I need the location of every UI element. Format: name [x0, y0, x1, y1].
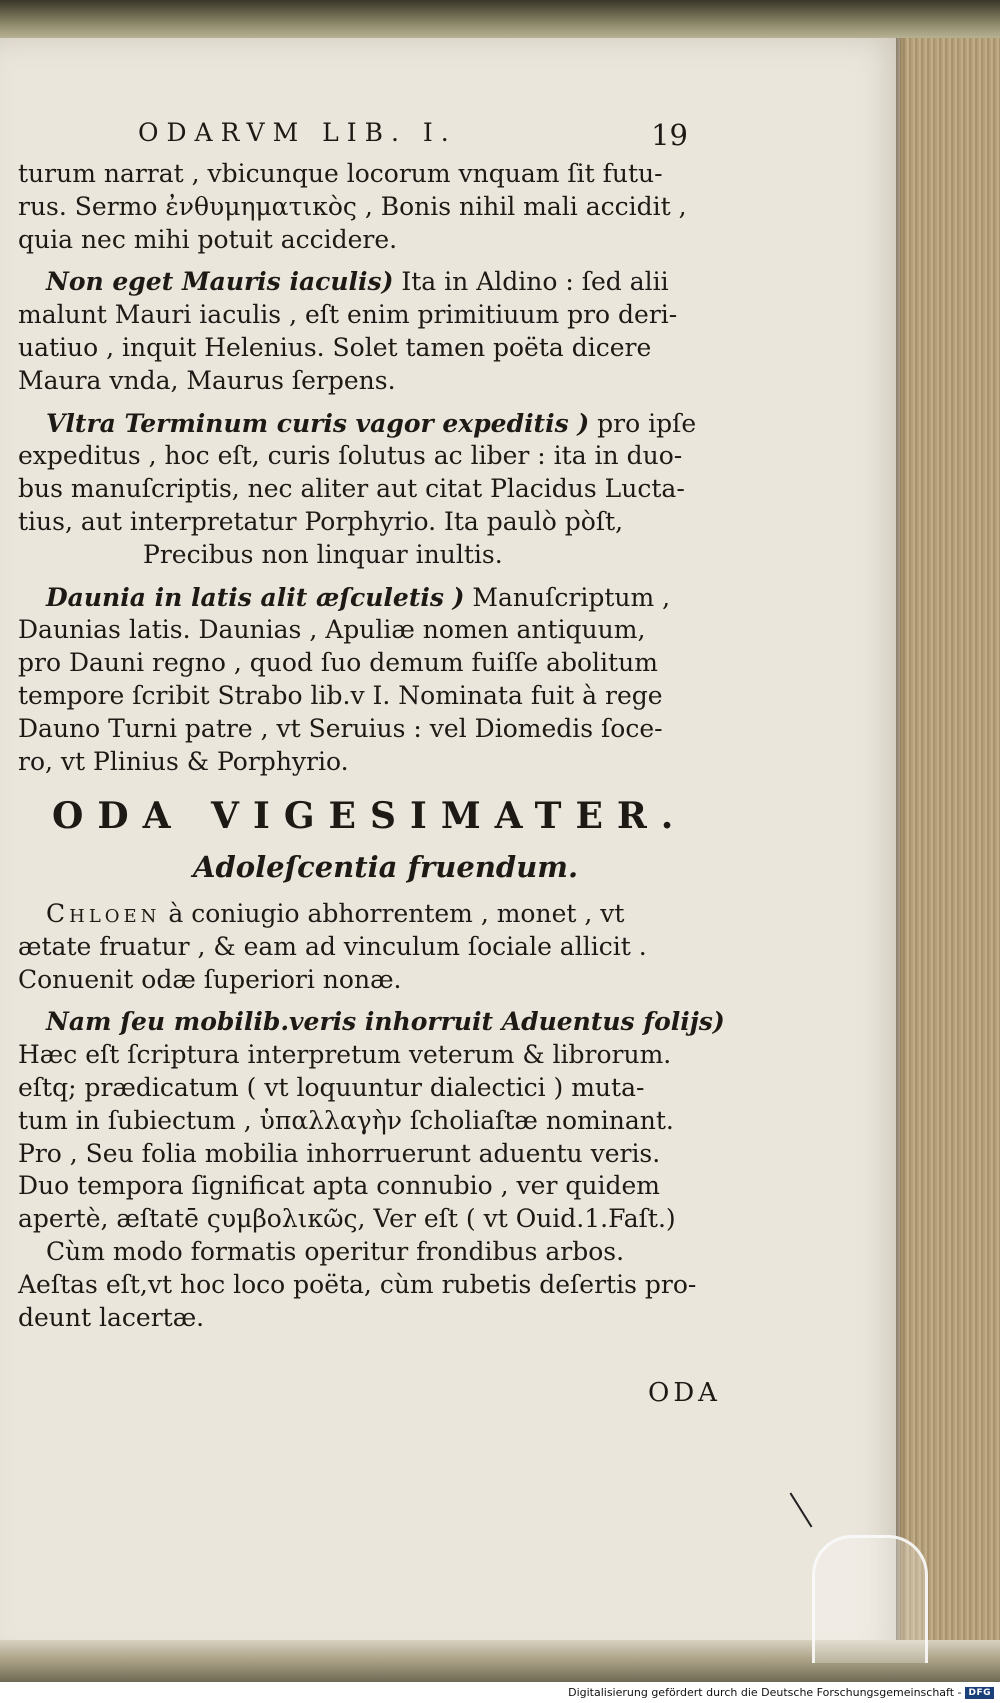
verse-quote: Cùm modo formatis operitur frondibus arbos. [46, 1236, 625, 1266]
ode-heading: ODA VIGESIMATER. [52, 795, 688, 838]
text-line: tum in ſubiectum , ὑπαλλαγὴν ſcholiaſtæ nominant. [18, 1105, 674, 1135]
text-line: ætate fruatur , & eam ad vinculum ſociale allicit . [18, 931, 647, 961]
verse-quote: Precibus non linquar inultis. [143, 539, 503, 569]
page-number: 19 [651, 118, 688, 152]
text-line: ro, vt Plinius & Porphyrio. [18, 746, 349, 776]
text-line: deunt lacertæ. [18, 1302, 205, 1332]
page-clip [812, 1535, 928, 1663]
text-line: Pro , Seu folia mobilia inhorruerunt aduentu veris. [18, 1138, 661, 1168]
name-smallcaps: Chloen [46, 898, 161, 928]
text-line: turum narrat , vbicunque locorum vnquam ſit futu- [18, 159, 663, 188]
paragraph-3 [18, 408, 738, 572]
page-text [18, 110, 738, 1344]
text-line: apertè, æſtatē ςυμβολικῶς, Ver eſt ( vt Ouid.1.Faſt.) [18, 1204, 676, 1234]
text-run: à coniugio abhorrentem , monet , vt [160, 898, 625, 928]
paragraph-2 [18, 266, 738, 397]
text-line: Daunias latis. Daunias , Apuliæ nomen antiquum, [18, 615, 646, 645]
text-run: Ita in Aldino : ſed alii [393, 267, 669, 297]
paragraph-1 [18, 158, 738, 256]
text-line: eſtq; prædicatum ( vt loquuntur dialectici ) muta- [18, 1072, 645, 1102]
text-line: Hæc eſt ſcriptura interpretum veterum & librorum. [18, 1040, 672, 1070]
paragraph-5 [18, 898, 738, 996]
text-line: pro Dauni regno , quod ſuo demum fuiſſe abolitum [18, 648, 658, 678]
catchword: ODA [648, 1378, 721, 1408]
text-line: uatiuo , inquit Helenius. Solet tamen poëta dicere [18, 332, 652, 362]
text-line: Conuenit odæ ſuperiori nonæ. [18, 964, 402, 994]
text-line: tius, aut interpretatur Porphyrio. Ita paulò pòſt, [18, 506, 624, 536]
text-run: pro ipſe [589, 408, 697, 438]
lemma: Daunia in latis alit æſculetis ) [46, 582, 465, 612]
paragraph-6 [18, 1006, 738, 1334]
digitization-credit-bar [0, 1682, 1000, 1703]
text-line: Aeſtas eſt,vt hoc loco poëta, cùm rubetis deſertis pro- [18, 1269, 697, 1299]
text-line: rus. Sermo ἐνθυμηματικὸς , Bonis nihil mali accidit , [18, 191, 687, 221]
page-fore-edge [900, 38, 1000, 1663]
text-run: Manuſcriptum , [464, 582, 671, 612]
text-line: bus manuſcriptis, nec aliter aut citat Placidus Lucta- [18, 474, 685, 504]
text-line: Duo tempora ſignificat apta connubio , ver quidem [18, 1171, 660, 1201]
lemma: Non eget Mauris iaculis) [46, 267, 394, 297]
text-line: Maura vnda, Maurus ſerpens. [18, 365, 396, 395]
paragraph-4 [18, 582, 738, 779]
text-line: tempore ſcribit Strabo lib.v I. Nominata fuit à rege [18, 680, 663, 710]
ode-subheading: Adoleſcentia fruendum. [193, 850, 579, 885]
page-gutter-shadow [896, 38, 906, 1663]
text-line: quia nec mihi potuit accidere. [18, 224, 398, 254]
lemma: Nam ſeu mobilib.veris inhorruit Aduentus folijs) [46, 1007, 725, 1037]
text-line: malunt Mauri iaculis , eſt enim primitiuum pro deri- [18, 300, 678, 330]
dfg-logo: DFG [965, 1687, 994, 1699]
lemma: Vltra Terminum curis vagor expeditis ) [46, 408, 590, 438]
text-line: Dauno Turni patre , vt Seruius : vel Diomedis ſoce- [18, 713, 663, 743]
text-line: expeditus , hoc eſt, curis ſolutus ac liber : ita in duo- [18, 441, 683, 471]
digitization-credit: Digitalisierung gefördert durch die Deutsche Forschungsgemeinschaft - [568, 1686, 962, 1699]
running-head-title: ODARVM LIB. I. [138, 118, 457, 147]
